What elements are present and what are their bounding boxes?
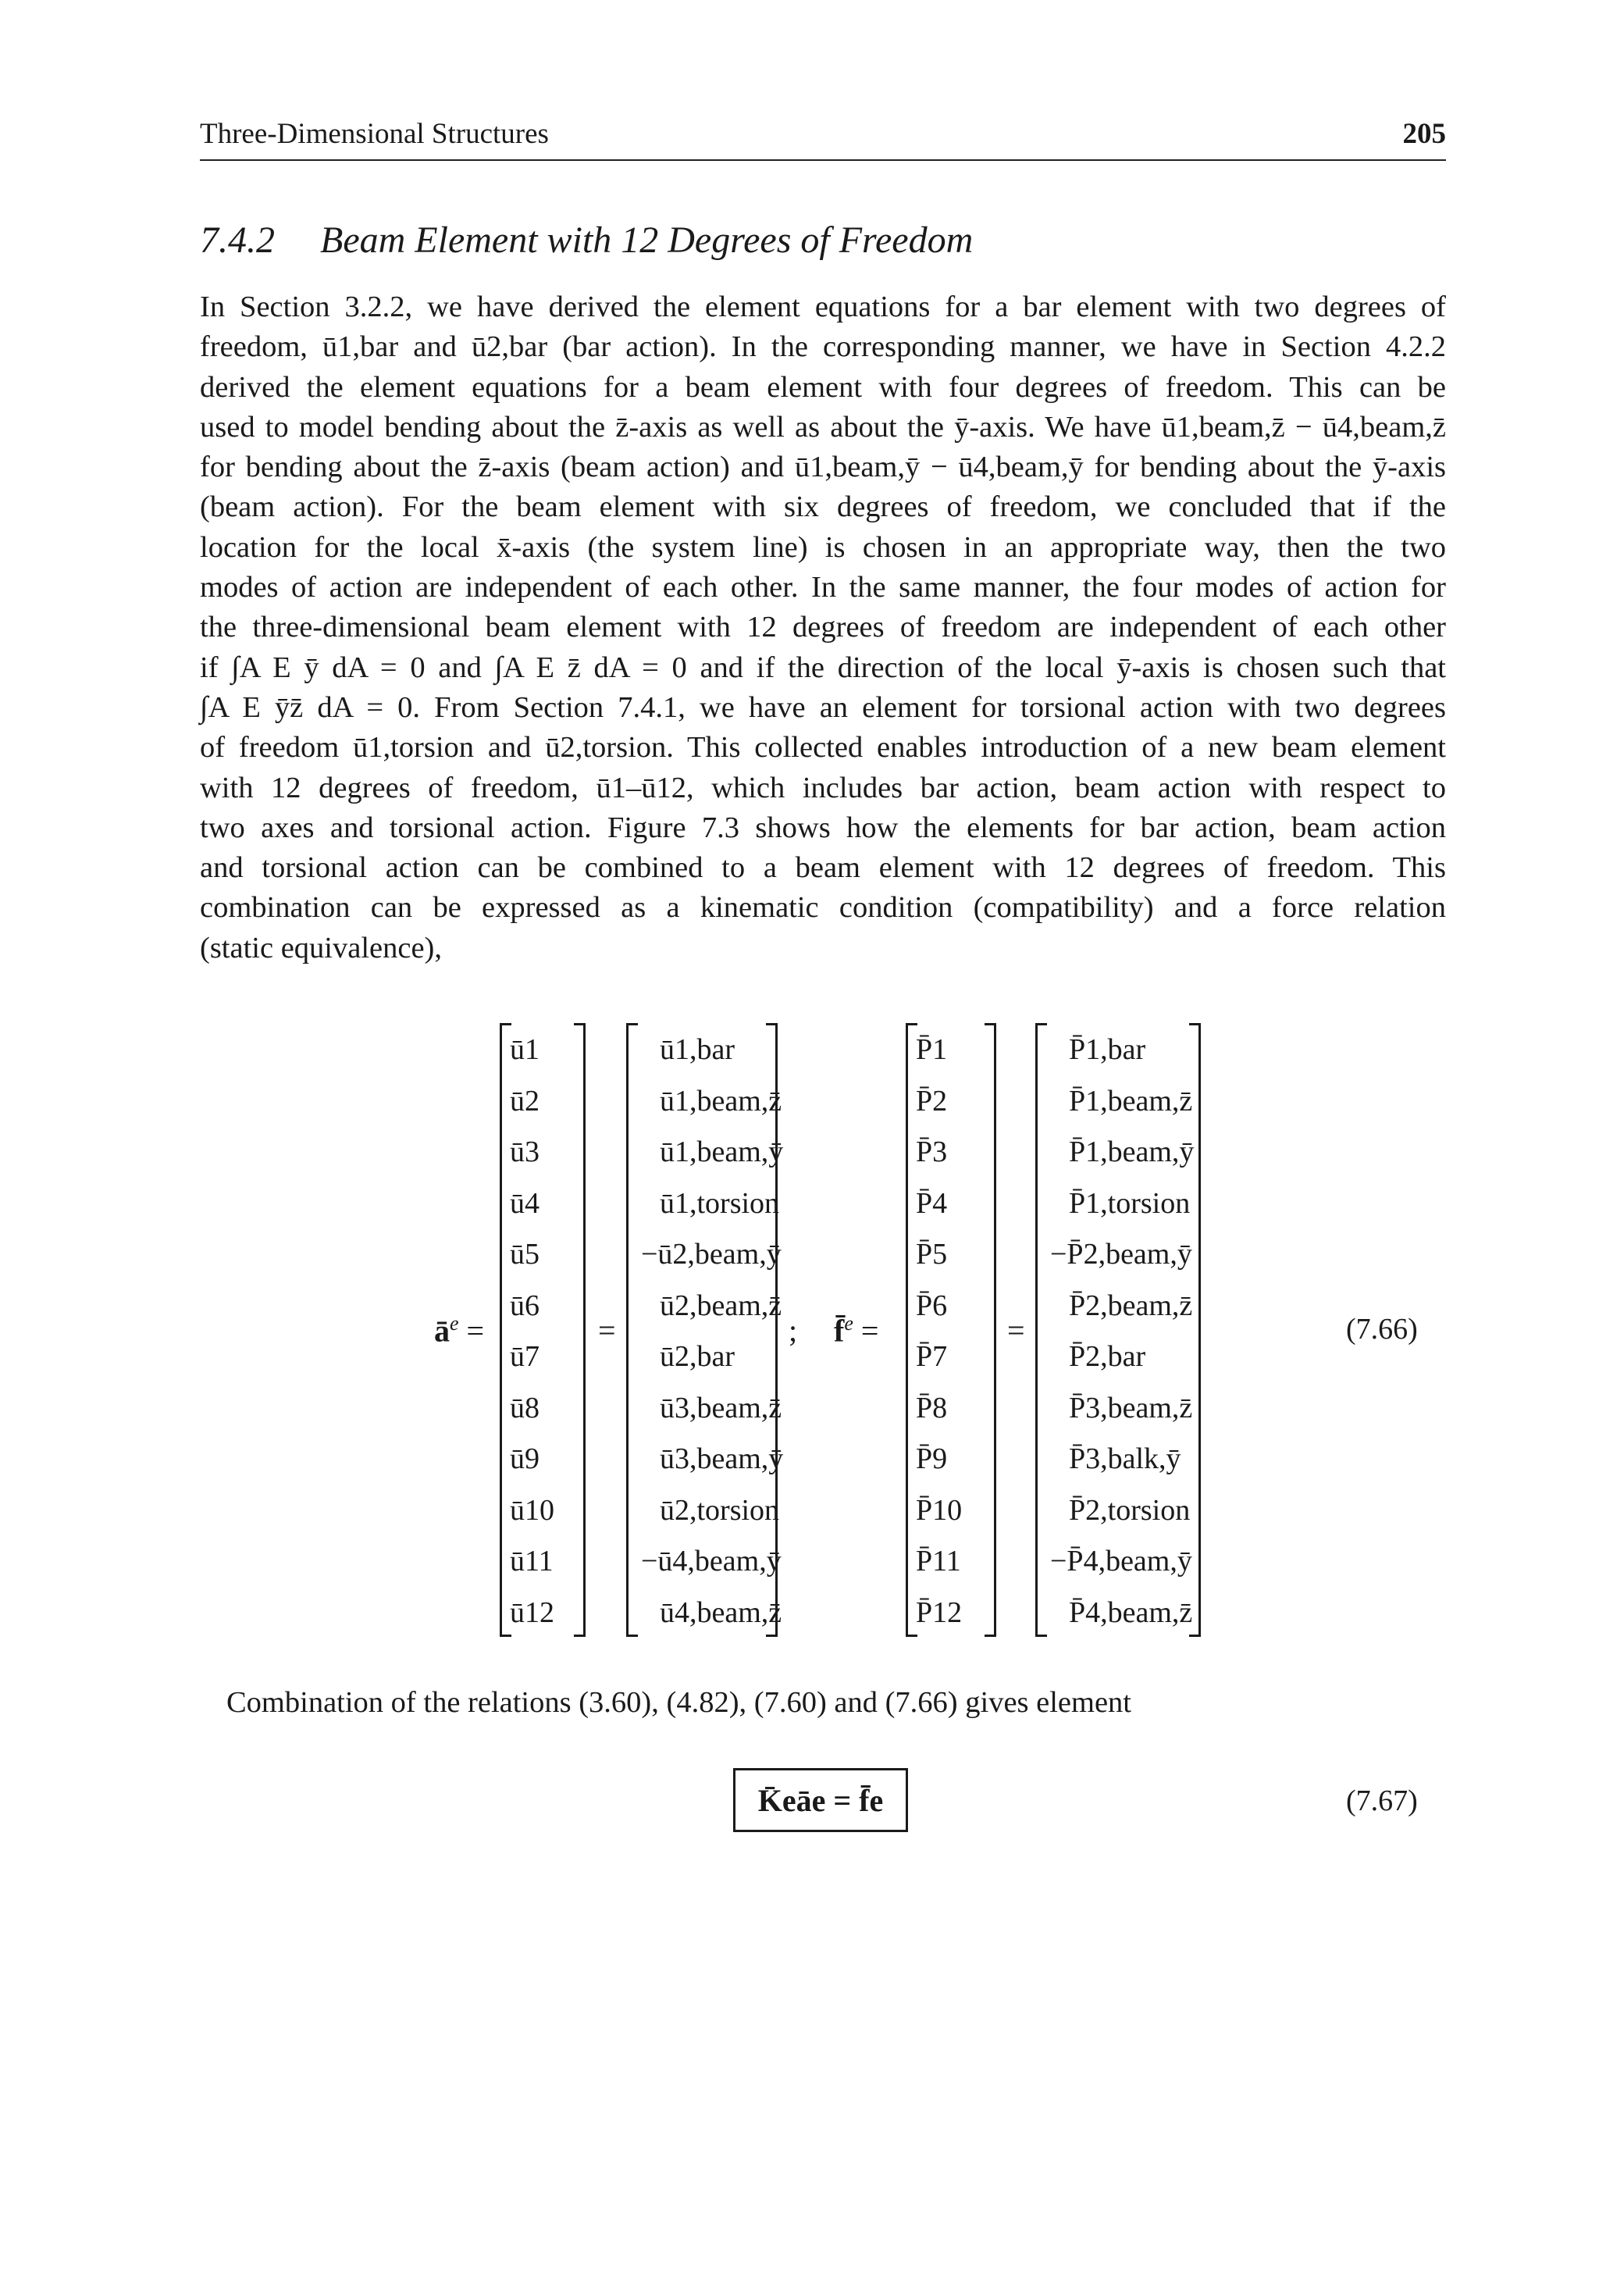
f-mapped-entry: P̄4,beam,z̄ [1069, 1595, 1193, 1629]
a-entry: ū1 [510, 1033, 540, 1066]
matrix-a-mapped [626, 1023, 784, 1637]
bracket-corner [985, 1023, 994, 1025]
a-entry: ū2 [510, 1084, 540, 1118]
paragraph-line: and torsional action can be combined to a beam element with 12 degrees of freedom. This [200, 851, 1446, 885]
section-number: 7.4.2 [200, 219, 275, 261]
paragraph-line: if ∫A E ȳ dA = 0 and ∫A E z̄ dA = 0 and if the direction of the local ȳ-axis is chosen such that [200, 651, 1446, 684]
equation-number-7-67: (7.67) [1346, 1784, 1418, 1817]
f-entry: P̄10 [916, 1493, 963, 1527]
bracket-corner [502, 1023, 511, 1025]
lhs-a-symbol: ā [434, 1313, 450, 1349]
a-entry: ū12 [510, 1595, 554, 1629]
f-mapped-entry: P̄3,balk,ȳ [1069, 1442, 1181, 1475]
lhs-f: f̄$^e$ = [834, 1312, 879, 1349]
bracket-corner [574, 1023, 583, 1025]
bracket-corner [908, 1635, 917, 1637]
lhs-a-sup: e [450, 1312, 459, 1335]
a-entry: ū4 [510, 1186, 540, 1220]
f-mapped-entry: P̄1,beam,z̄ [1069, 1084, 1193, 1118]
f-entry: P̄1 [916, 1033, 948, 1066]
f-entry: P̄4 [916, 1186, 948, 1220]
running-head [200, 117, 1446, 151]
f-entry: P̄2 [916, 1084, 948, 1118]
f-mapped-entry: P̄1,torsion [1069, 1186, 1191, 1220]
equation-7-67: K̄eāe = f̄e [757, 1782, 884, 1818]
a-mapped-entry: ū2,beam,z̄ [660, 1289, 782, 1322]
paragraph-line: for bending about the z̄-axis (beam action) and ū1,beam,ȳ − ū4,beam,ȳ for bending about the ȳ-axis [200, 451, 1446, 484]
f-entry: P̄11 [916, 1545, 961, 1578]
f-mapped-entry: P̄3,beam,z̄ [1069, 1391, 1193, 1424]
bracket-corner [766, 1635, 775, 1637]
paragraph-line: with 12 degrees of freedom, ū1–ū12, which includes bar action, beam action with respect to [200, 771, 1446, 804]
lhs-a: $ā^e$ = [434, 1312, 485, 1349]
a-mapped-entry: ū1,torsion [660, 1186, 780, 1220]
bracket-corner [766, 1023, 775, 1025]
separator: ; [789, 1313, 798, 1348]
equation-7-66 [200, 1023, 1446, 1648]
matrix-f-entries [906, 1023, 996, 1637]
bracket-corner [1189, 1635, 1198, 1637]
a-entry: ū6 [510, 1289, 540, 1322]
equals-sign: = [598, 1313, 616, 1348]
paragraph-line: derived the element equations for a beam element with four degrees of freedom. This can be [200, 370, 1446, 404]
bracket-corner [629, 1023, 638, 1025]
bracket-corner [908, 1023, 917, 1025]
f-mapped-entry: −P̄4,beam,ȳ [1050, 1545, 1192, 1578]
f-entry: P̄7 [916, 1340, 948, 1373]
bracket-corner [574, 1635, 583, 1637]
f-mapped-entry: P̄2,torsion [1069, 1493, 1191, 1527]
paragraph-line: modes of action are independent of each other. In the same manner, the four modes of action for [200, 571, 1446, 604]
body-paragraph [200, 287, 1446, 968]
equation-7-67-box [733, 1768, 908, 1832]
f-entry: P̄3 [916, 1136, 948, 1168]
a-entry: ū9 [510, 1442, 540, 1475]
running-title: Three-Dimensional Structures [200, 118, 549, 150]
paragraph-line: location for the local x̄-axis (the system line) is chosen in an appropriate way, then the two [200, 530, 1446, 564]
bracket-corner [1038, 1023, 1047, 1025]
a-mapped-entry: −ū2,beam,ȳ [641, 1238, 782, 1271]
paragraph-line: of freedom ū1,torsion and ū2,torsion. This collected enables introduction of a new beam element [200, 731, 1446, 765]
a-mapped-entry: ū2,bar [660, 1340, 735, 1373]
bracket-corner [1189, 1023, 1198, 1025]
a-mapped-entry: ū4,beam,z̄ [660, 1595, 782, 1629]
a-entry: ū8 [510, 1391, 540, 1424]
a-mapped-entry: ū3,beam,ȳ [660, 1442, 784, 1475]
paragraph-line: freedom, ū1,bar and ū2,bar (bar action). In the corresponding manner, we have in Section 4.2.2 [200, 330, 1446, 364]
f-entry: P̄5 [916, 1238, 948, 1271]
lhs-f-symbol: f̄ [834, 1313, 845, 1349]
f-mapped-entry: P̄2,beam,z̄ [1069, 1289, 1193, 1322]
paragraph-line: (beam action). For the beam element with six degrees of freedom, we concluded that if the [200, 490, 1446, 524]
bracket-corner [629, 1635, 638, 1637]
paragraph-line: (static equivalence), [200, 931, 442, 964]
section-heading [200, 219, 973, 262]
paragraph-line: two axes and torsional action. Figure 7.3 shows how the elements for bar action, beam action [200, 811, 1446, 844]
f-entry: P̄8 [916, 1391, 948, 1424]
a-mapped-entry: ū3,beam,z̄ [660, 1391, 782, 1424]
matrix-a-entries [500, 1023, 586, 1637]
f-mapped-entry: P̄2,bar [1069, 1340, 1146, 1373]
f-entry: P̄9 [916, 1442, 948, 1475]
f-entry: P̄12 [916, 1595, 963, 1629]
equals-sign: = [1007, 1313, 1025, 1348]
bracket-corner [985, 1635, 994, 1637]
a-entry: ū10 [510, 1493, 554, 1527]
lhs-f-sup: e [844, 1312, 853, 1335]
paragraph-line: the three-dimensional beam element with 12 degrees of freedom are independent of each other [200, 611, 1446, 644]
header-rule [200, 159, 1446, 161]
paragraph-line: used to model bending about the z̄-axis as well as about the ȳ-axis. We have ū1,beam,z̄ − ū4,beam,z̄ [200, 410, 1446, 444]
f-mapped-entry: P̄1,beam,ȳ [1069, 1136, 1195, 1168]
combination-sentence: Combination of the relations (3.60), (4.82), (7.60) and (7.66) gives element [226, 1686, 1132, 1719]
a-mapped-entry: ū1,beam,z̄ [660, 1084, 782, 1118]
a-entry: ū5 [510, 1238, 540, 1271]
a-mapped-entry: ū1,bar [660, 1033, 735, 1066]
bracket-corner [502, 1635, 511, 1637]
a-mapped-entry: ū1,beam,ȳ [660, 1136, 784, 1168]
f-mapped-entry: −P̄2,beam,ȳ [1050, 1238, 1192, 1271]
a-entry: ū11 [510, 1545, 554, 1578]
f-mapped-entry: P̄1,bar [1069, 1033, 1146, 1066]
section-title: Beam Element with 12 Degrees of Freedom [320, 219, 974, 261]
equation-number-7-66: (7.66) [1346, 1313, 1418, 1346]
a-entry: ū3 [510, 1136, 540, 1168]
matrix-f-mapped [1035, 1023, 1201, 1637]
paragraph-line: In Section 3.2.2, we have derived the element equations for a bar element with two degrees of [200, 291, 1446, 323]
page-number: 205 [1402, 118, 1446, 150]
a-mapped-entry: ū2,torsion [660, 1493, 780, 1527]
f-entry: P̄6 [916, 1289, 948, 1322]
paragraph-line: ∫A E ȳz̄ dA = 0. From Section 7.4.1, we have an element for torsional action with two degrees [200, 690, 1446, 724]
paragraph-line: combination can be expressed as a kinematic condition (compatibility) and a force relation [200, 891, 1446, 925]
a-mapped-entry: −ū4,beam,ȳ [641, 1545, 782, 1578]
bracket-corner [1038, 1635, 1047, 1637]
a-entry: ū7 [510, 1340, 540, 1373]
